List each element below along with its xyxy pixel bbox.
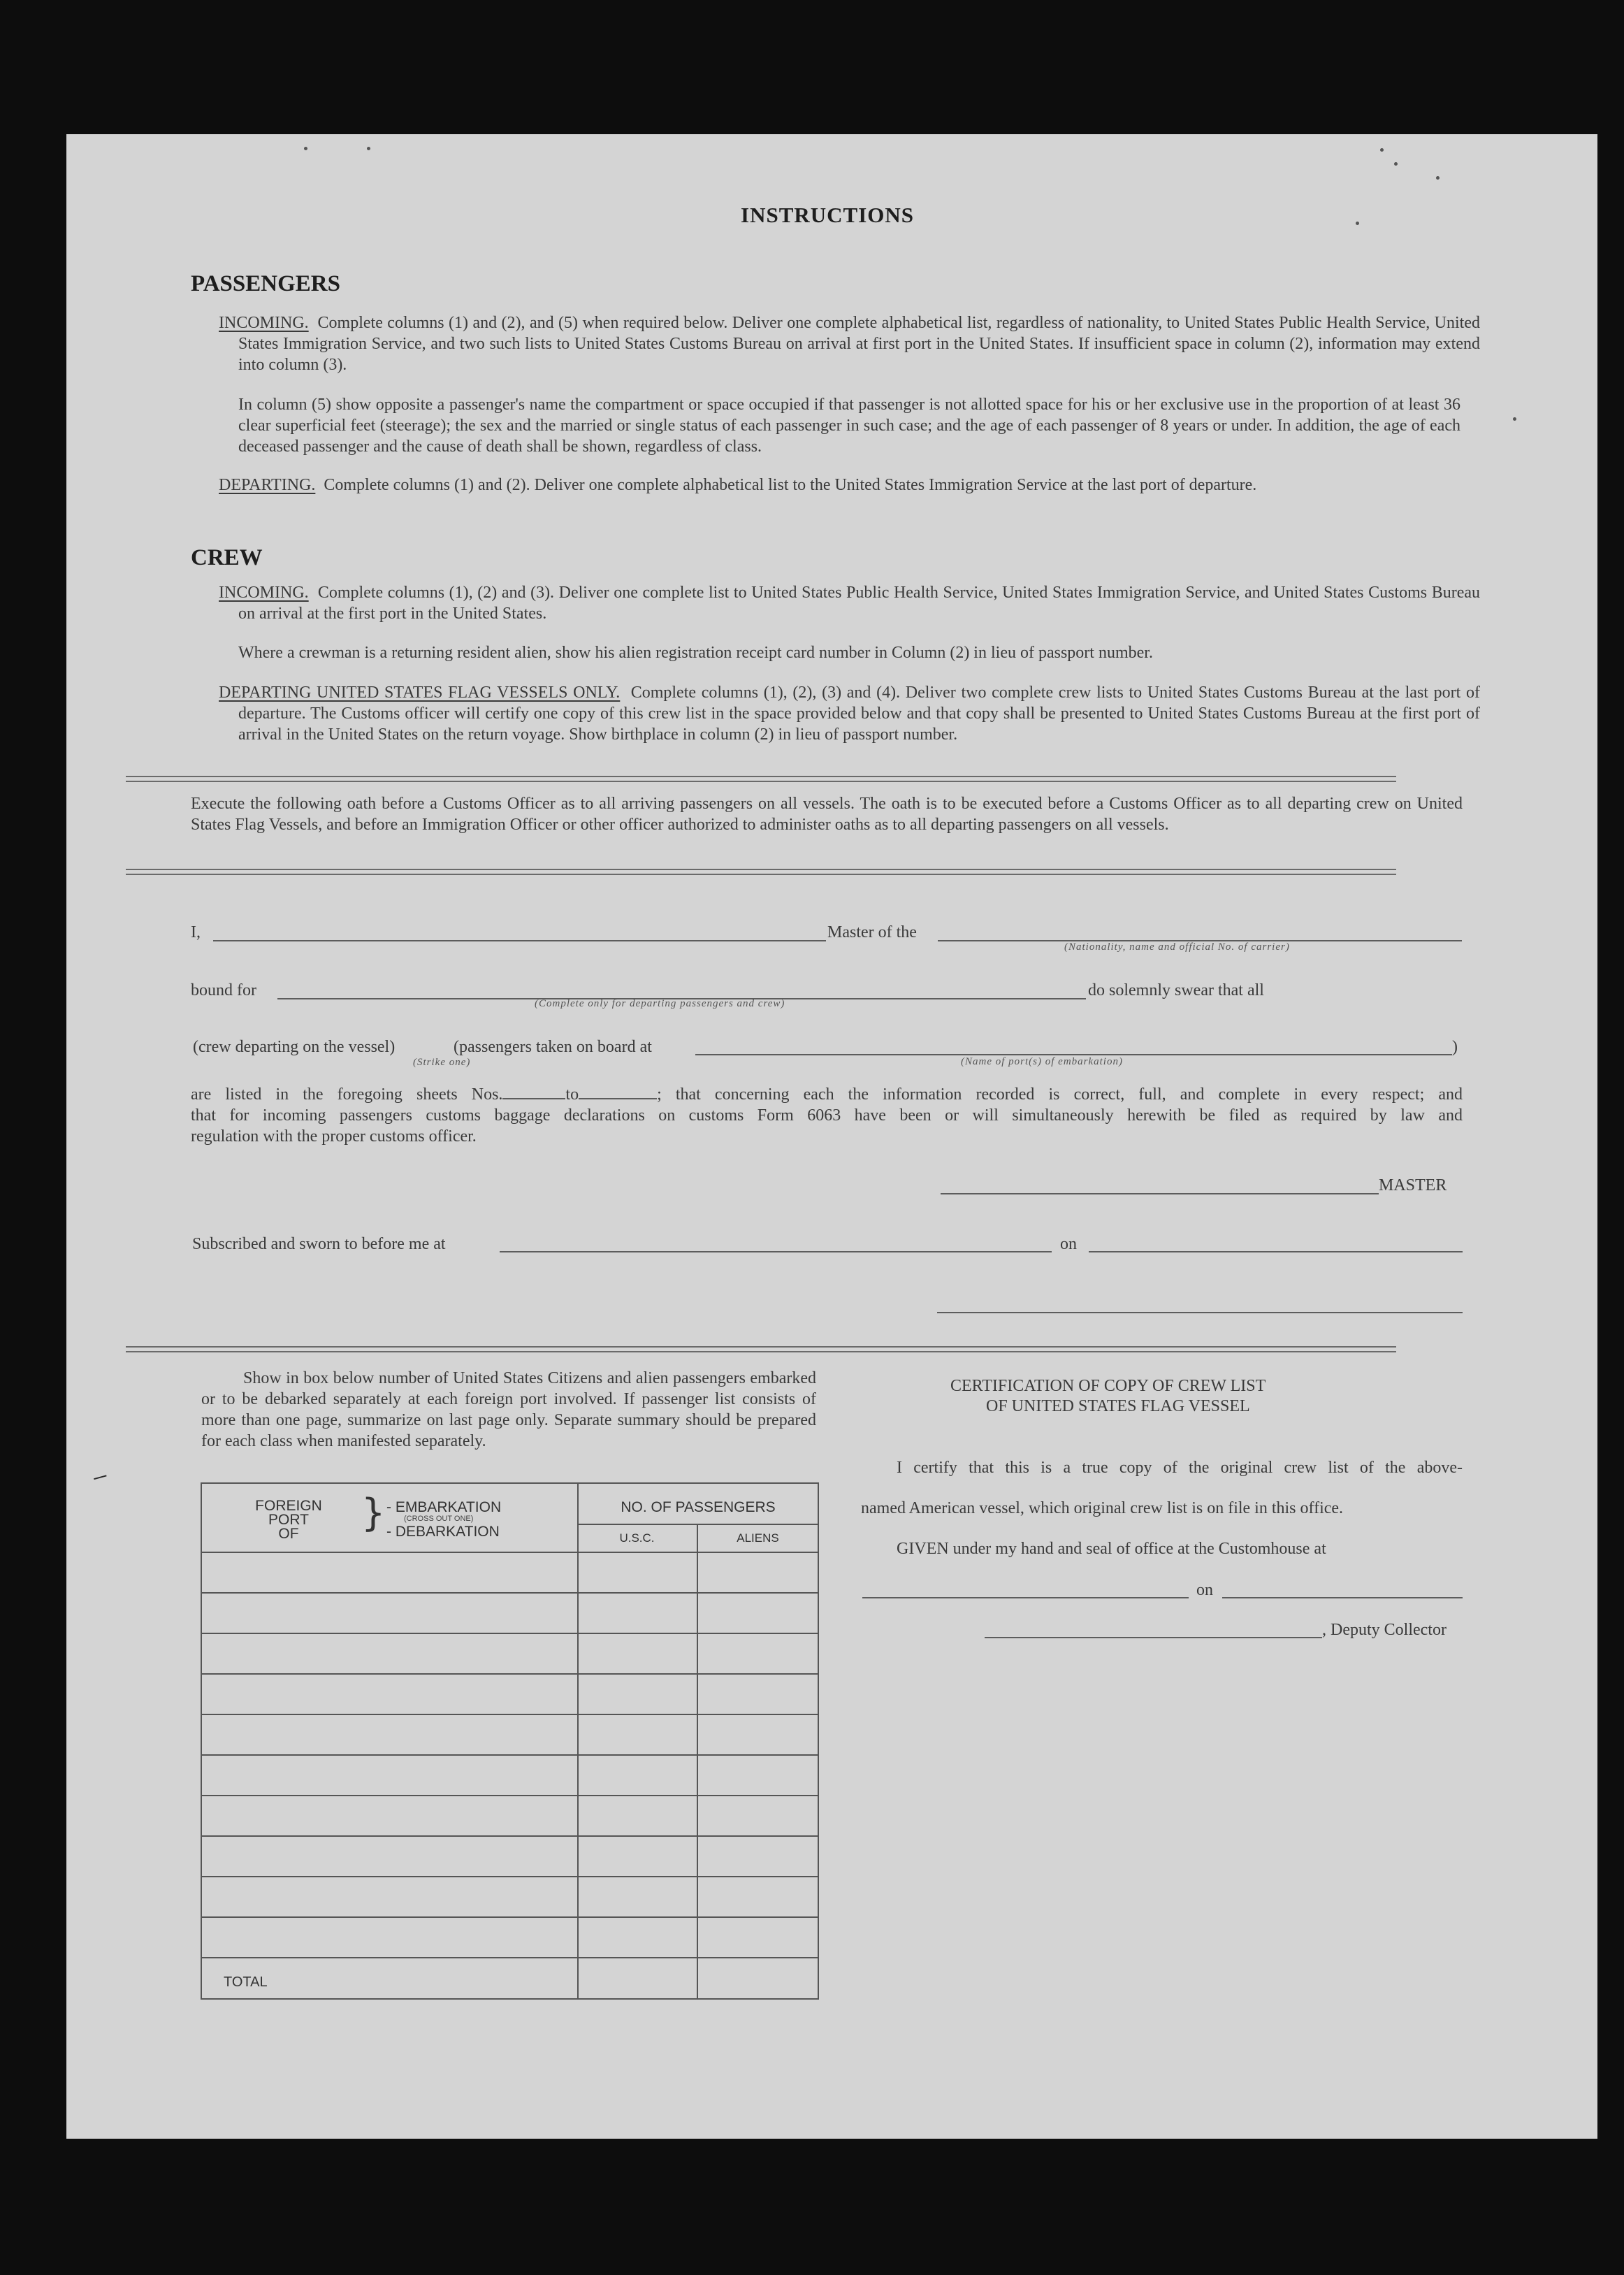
master-label: MASTER [1379,1176,1447,1194]
summary-row-line [201,1592,819,1594]
summary-row-line [201,1957,819,1958]
summary-col-divider-2 [697,1524,698,2000]
margin-mark: − [88,1459,113,1495]
master-signature-field[interactable] [941,1193,1379,1194]
strike-one-caption: (Strike one) [413,1057,471,1068]
customhouse-field[interactable] [862,1597,1189,1598]
passengers-departing-label: DEPARTING. [219,476,316,494]
certification-title-2: OF UNITED STATES FLAG VESSEL [986,1397,1250,1415]
ports-close-paren: ) [1452,1038,1458,1056]
bound-for-caption: (Complete only for departing passengers and crew) [535,998,785,1009]
summary-instructions [201,1368,816,1452]
deputy-collector-label: , Deputy Collector [1322,1621,1447,1639]
crew-incoming-text: Complete columns (1), (2) and (3). Deliver one complete list to United States Public Health Service, United States Immigration Service, and United States Customs Bureau on arrival at the first port in the United States. [238,584,1481,623]
cross-out-label: (CROSS OUT ONE) [404,1515,474,1523]
sheet-to-field[interactable] [579,1098,657,1099]
subscribed-on-label: on [1060,1235,1077,1253]
passengers-taken-option: (passengers taken on board at [454,1038,652,1056]
certification-line-2: named American vessel, which original crew list is on file in this office. [861,1499,1344,1517]
crew-alien-paragraph: Where a crewman is a returning resident alien, show his alien registration receipt card number in Column (2) in lieu of passport number. [238,644,1153,662]
summary-col-divider-1 [577,1482,579,2000]
summary-row-line [201,1835,819,1837]
passengers-departing-text: Complete columns (1) and (2). Deliver one complete alphabetical list to the United States Immigration Service at the last port of departure. [324,476,1257,494]
crew-incoming-paragraph [219,582,1480,624]
summary-row-line [201,1714,819,1715]
passengers-heading: PASSENGERS [191,271,340,296]
summary-instructions-text: Show in box below number of United States Citizens and alien passengers embarked or to be debarked separately at each foreign port involved. If passenger list consists of more than one page, summarize on last page only. Separate summary should be prepared for each class when manifested separately. [201,1369,816,1450]
passengers-incoming-text: Complete columns (1) and (2), and (5) when required below. Deliver one complete alphabetical list, regardless of nationality, to United States Public Health Service, United States Immigration Service, and two such lists to United States Customs Bureau on arrival at first port in the United States. If insufficient space in column (2), information may extend into column (3). [238,314,1481,374]
summary-row-line [201,1754,819,1756]
crew-departing-paragraph [219,682,1480,745]
oath-instructions: Execute the following oath before a Customs Officer as to all arriving passengers on all vessels. The oath is to be executed before a Customs Officer as to all departing crew on United States Flag Vessels, and before an Immigration Officer or other officer authorized to administer oaths as to all departing passengers on all vessels. [191,795,1463,834]
summary-row-line [201,1795,819,1796]
summary-subheader-divider [577,1524,819,1525]
listed-line-2: that for incoming passengers customs baggage declarations on customs Form 6063 have been or will simultaneously herewith be filed as required by law and [191,1106,1463,1125]
officer-signature-field[interactable] [937,1312,1463,1313]
certification-date-field[interactable] [1222,1597,1463,1598]
divider-top [126,776,1396,782]
crew-departing-option: (crew departing on the vessel) [193,1038,396,1056]
oath-i-label: I, [191,923,201,941]
crew-departing-label: DEPARTING UNITED STATES FLAG VESSELS ONLY. [219,684,621,702]
usc-header: U.S.C. [619,1531,655,1545]
certification-on-label: on [1196,1581,1213,1599]
certification-line-1: I certify that this is a true copy of the original crew list of the above- [897,1459,1463,1477]
to-word: to [565,1085,579,1104]
listed-rest-1: ; that concerning each the information recorded is correct, full, and complete in every respect; and [657,1085,1463,1104]
swear-label: do solemnly swear that all [1088,981,1264,999]
foreign-label: FOREIGN [255,1498,322,1514]
of-label: OF [278,1526,299,1542]
total-label: TOTAL [224,1974,268,1990]
summary-row-line [201,1633,819,1634]
embarkation-label: - EMBARKATION [386,1499,502,1515]
foreign-port-header [243,1499,334,1541]
carrier-caption: (Nationality, name and official No. of carrier) [1064,941,1290,953]
aliens-header: ALIENS [737,1531,779,1545]
debarkation-label: - DEBARKATION [386,1524,500,1540]
ports-caption: (Name of port(s) of embarkation) [961,1056,1123,1067]
brace-icon: } [361,1491,386,1535]
subscribed-label: Subscribed and sworn to before me at [192,1235,446,1253]
divider-oath [126,869,1396,875]
summary-row-line [201,1916,819,1918]
deputy-collector-field[interactable] [985,1637,1322,1638]
summary-header-divider [201,1552,819,1553]
passengers-departing-paragraph [219,475,1480,496]
no-of-passengers-header: NO. OF PASSENGERS [621,1499,776,1515]
crew-incoming-label: INCOMING. [219,584,309,602]
listed-line-1 [191,1084,1463,1105]
passengers-incoming-label: INCOMING. [219,314,309,332]
divider-bottom [126,1346,1396,1352]
sheet-from-field[interactable] [502,1098,565,1099]
certification-line-3: GIVEN under my hand and seal of office at the Customhouse at [897,1540,1326,1558]
listed-line-3: regulation with the proper customs officer. [191,1127,477,1146]
bound-for-label: bound for [191,981,256,999]
crew-departing-text: Complete columns (1), (2), (3) and (4). Deliver two complete crew lists to United States Customs Bureau at the last port of departure. The Customs officer will certify one copy of this crew list in the space provided below and that copy shall be presented to United States Customs Bureau at the first port of arrival in the United States on the return voyage. Show birthplace in column (2) in lieu of passport number. [238,684,1480,744]
page-title: INSTRUCTIONS [741,203,915,227]
certification-title-1: CERTIFICATION OF COPY OF CREW LIST [950,1377,1266,1395]
summary-row-line [201,1673,819,1675]
master-name-field[interactable] [213,940,826,941]
passengers-incoming-paragraph [219,312,1480,375]
listed-prefix: are listed in the foregoing sheets Nos. [191,1085,503,1104]
port-label: PORT [268,1512,309,1528]
listed-paragraph [191,1084,1463,1147]
summary-row-line [201,1876,819,1877]
subscribed-place-field[interactable] [500,1251,1052,1252]
master-of-the-label: Master of the [827,923,917,941]
passengers-column5-paragraph: In column (5) show opposite a passenger's name the compartment or space occupied if that passenger is not allotted space for his or her exclusive use in the proportion of at least 36 clear superficial feet (steerage); the sex and the married or single status of each passenger in such case; and the age of each passenger of 8 years or under. In addition, the age of each deceased passenger and the cause of death shall be shown, regardless of class. [238,396,1460,456]
crew-heading: CREW [191,545,263,570]
passenger-summary-table [201,1482,819,2000]
subscribed-date-field[interactable] [1089,1251,1463,1252]
ports-field[interactable] [695,1054,1452,1055]
